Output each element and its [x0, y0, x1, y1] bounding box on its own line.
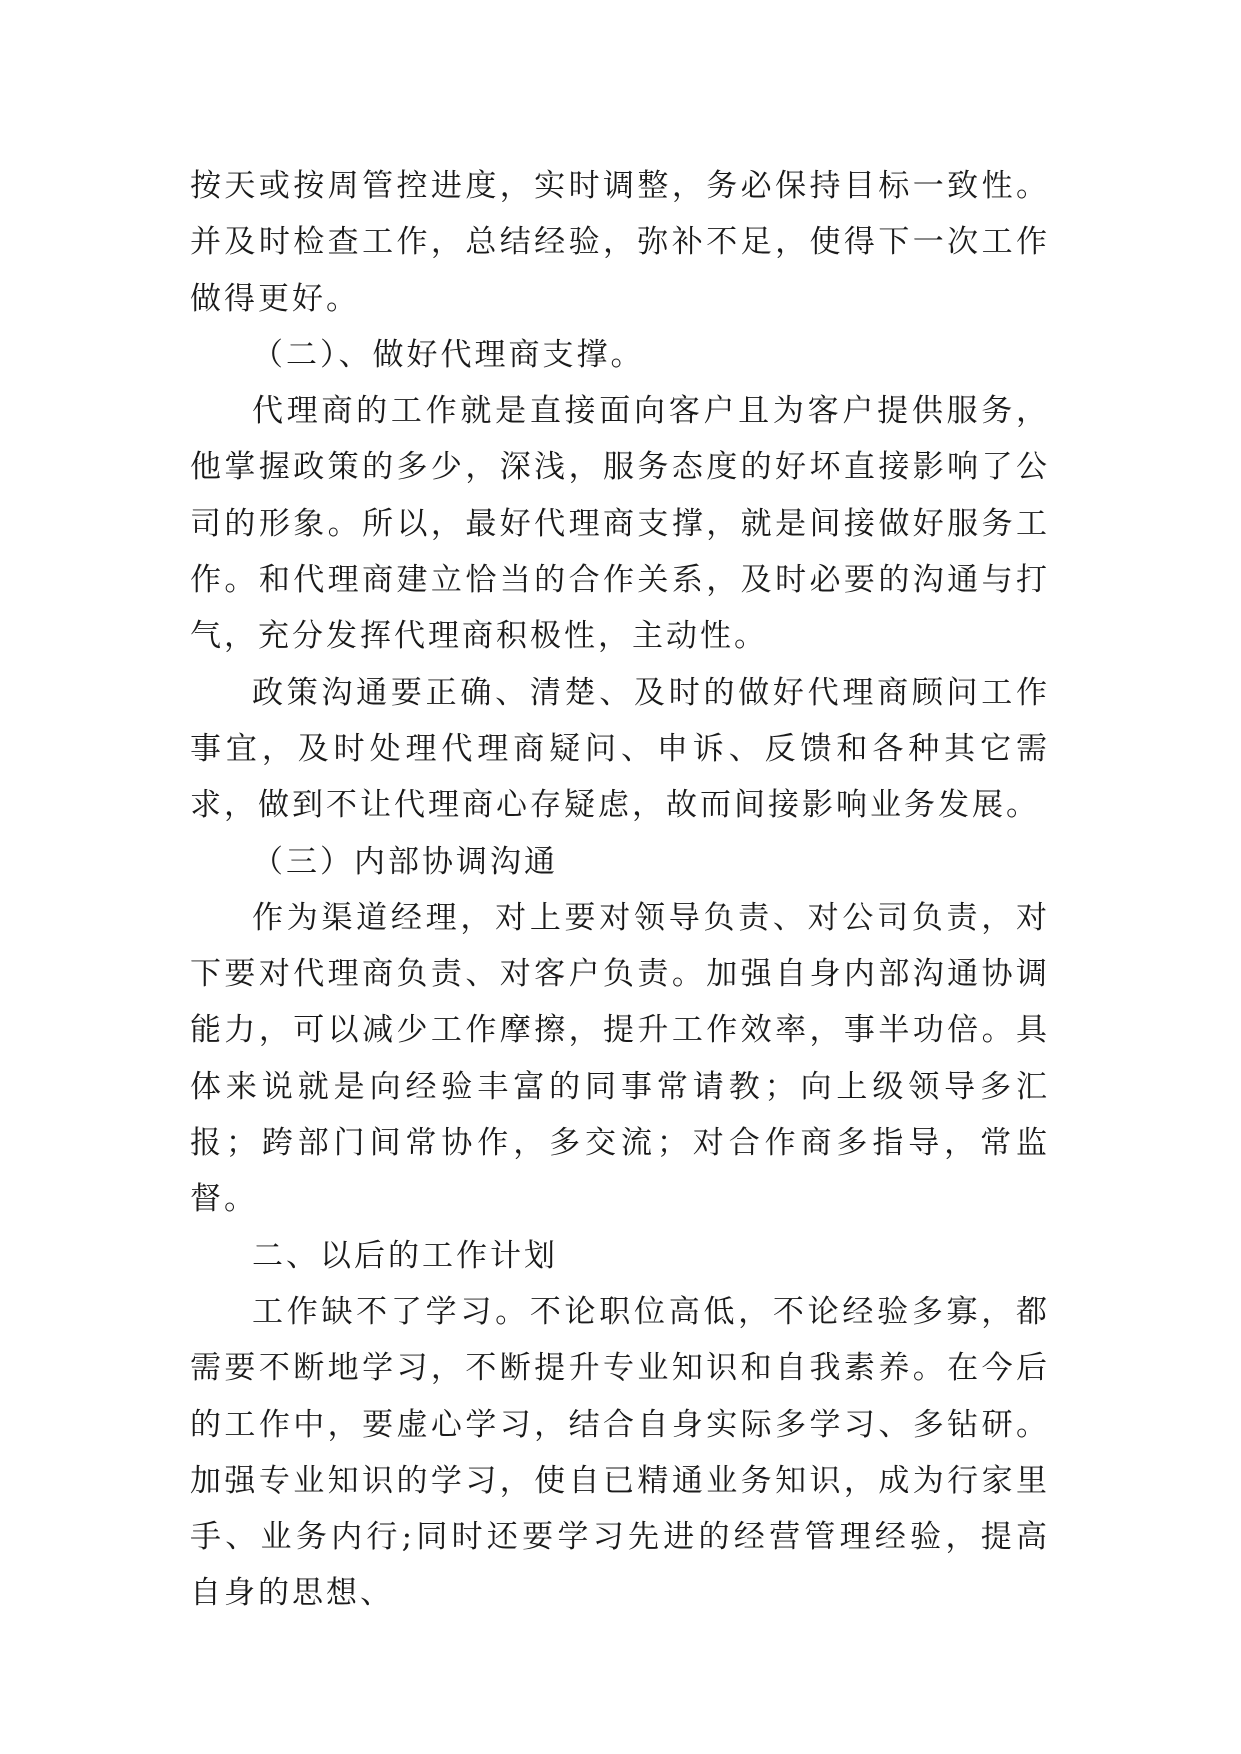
section-heading-agent-support: （二）、做好代理商支撑。 [252, 336, 645, 373]
section-heading-future-plan: 二、以后的工作计划 [252, 1237, 558, 1274]
section-heading-internal-coordination: （三）内部协调沟通 [252, 843, 558, 880]
paragraph-agent-work: 代理商的工作就是直接面向客户且为客户提供服务，他掌握政策的多少，深浅，服务态度的好坏直接影响了公司的形象。所以，最好代理商支撑，就是间接做好服务工作。和代理商建立恰当的合作关系，及时必要的沟通与打气，充分发挥代理商积极性，主动性。 [190, 393, 1050, 655]
paragraph-policy-communication: 政策沟通要正确、清楚、及时的做好代理商顾问工作事宜，及时处理代理商疑问、申诉、反馈和各种其它需求，做到不让代理商心存疑虑，故而间接影响业务发展。 [190, 674, 1050, 824]
paragraph-channel-manager: 作为渠道经理，对上要对领导负责、对公司负责，对下要对代理商负责、对客户负责。加强自身内部沟通协调能力，可以减少工作摩擦，提升工作效率，事半功倍。具体来说就是向经验丰富的同事常请教；向上级领导多汇报；跨部门间常协作，多交流；对合作商多指导，常监督。 [190, 899, 1050, 1218]
paragraph-learning: 工作缺不了学习。不论职位高低，不论经验多寡，都需要不断地学习，不断提升专业知识和自我素养。在今后的工作中，要虚心学习，结合自身实际多学习、多钻研。加强专业知识的学习，使自已精通业务知识，成为行家里手、业务内行;同时还要学习先进的经营管理经验，提高自身的思想、 [190, 1293, 1050, 1612]
paragraph-continued: 按天或按周管控进度，实时调整，务必保持目标一致性。并及时检查工作，总结经验，弥补不足，使得下一次工作做得更好。 [190, 168, 1050, 317]
document-body [190, 158, 1050, 1622]
